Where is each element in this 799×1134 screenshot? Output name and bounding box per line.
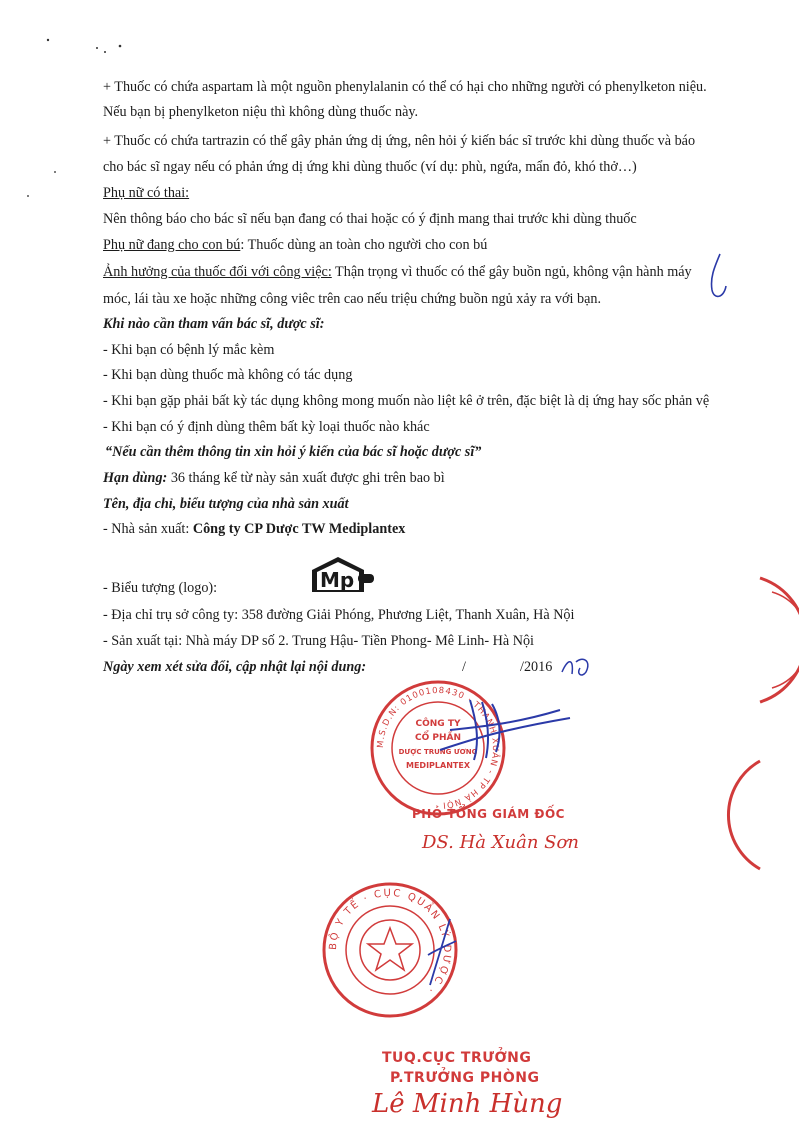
machinery-text-2: móc, lái tàu xe hoặc những công viêc trên cao nếu triệu chứng buồn ngủ xảy ra với bạn. [103,291,602,307]
address-text: - Địa chỉ trụ sở công ty: 358 đường Giải Phóng, Phương Liệt, Thanh Xuân, Hà Nội [103,607,575,623]
partial-stamp-top [730,570,799,710]
handwritten-date [558,652,598,682]
manufacturer-heading: Tên, địa chỉ, biểu tượng của nhà sản xuất [103,496,349,512]
ministry-signer-name: Lê Minh Hùng [372,1089,563,1119]
machinery-line [103,263,692,281]
expiry-line [103,469,445,487]
company-signer-title: PHÓ TỔNG GIÁM ĐỐC [412,807,565,821]
machinery-heading: Ảnh hưởng của thuốc đối với công việc: [103,264,332,280]
company-signer-name: DS. Hà Xuân Sơn [422,832,579,853]
review-slash: / [462,659,466,675]
handwritten-mark [700,250,740,310]
partial-stamp-bottom [720,755,799,875]
consult-item: - Khi bạn có bệnh lý mắc kèm [103,342,275,358]
breastfeeding-text: : Thuốc dùng an toàn cho người cho con bú [240,237,488,253]
aspartam-line-2: Nếu bạn bị phenylketon niệu thì không dùng thuốc này. [103,104,419,120]
advice-quote: “Nếu cần thêm thông tin xin hỏi ý kiến của bác sĩ hoặc dược sĩ” [105,444,482,460]
manufacturer-line [103,520,405,538]
ministry-title-1: TUQ.CỤC TRƯỞNG [382,1050,532,1066]
expiry-text: 36 tháng kể từ này sản xuất được ghi trên bao bì [167,470,445,486]
svg-text:M.S.D.N: 0100108430 · THANH XU: M.S.D.N: 0100108430 · THANH XUÂN - TP HÀ NỘI · [375,685,501,811]
manufacturer-name: Công ty CP Dược TW Mediplantex [192,521,406,537]
consult-item: - Khi bạn dùng thuốc mà không có tác dụng [103,367,353,383]
consult-heading: Khi nào cần tham vấn bác sĩ, dược sĩ: [103,316,325,332]
tartrazin-line-1: + Thuốc có chứa tartrazin có thể gây phản ứng dị ứng, nên hỏi ý kiến bác sĩ trước khi dùng thuốc và báo [103,133,696,149]
consult-item: - Khi bạn gặp phải bất kỳ tác dụng không mong muốn nào liệt kê ở trên, đặc biệt là dị ứng hay sốc phản vệ [103,393,710,409]
pregnant-text: Nên thông báo cho bác sĩ nếu bạn đang có thai hoặc có ý định mang thai trước khi dùng thuốc [103,211,637,227]
svg-text:Mp: Mp [320,568,355,592]
breastfeeding-line [103,236,487,254]
svg-text:MEDIPLANTEX: MEDIPLANTEX [406,761,470,770]
company-signature [430,690,580,770]
logo-label: - Biểu tượng (logo): [103,580,218,596]
tartrazin-line-2: cho bác sĩ ngay nếu có phản ứng dị ứng khi dùng thuốc (ví dụ: phù, ngứa, mẩn đỏ, khó thở…) [103,159,637,175]
machinery-text-1: Thận trọng vì thuốc có thể gây buồn ngủ, không vận hành máy [331,264,692,280]
aspartam-line-1: + Thuốc có chứa aspartam là một nguồn phenylalanin có thể có hại cho những người có phenylketon niệu. [103,79,707,95]
review-year: /2016 [520,659,553,675]
manufacturer-label: - Nhà sản xuất: [103,521,193,537]
consult-item: - Khi bạn có ý định dùng thêm bất kỳ loại thuốc nào khác [103,419,430,435]
svg-text:CỔ PHẦN: CỔ PHẦN [414,733,462,743]
mediplantex-logo [308,554,376,594]
factory-text: - Sản xuất tại: Nhà máy DP số 2. Trung Hậu- Tiền Phong- Mê Linh- Hà Nội [103,633,534,649]
svg-text:CÔNG TY: CÔNG TY [415,719,461,729]
svg-text:DƯỢC TRUNG ƯƠNG: DƯỢC TRUNG ƯƠNG [398,748,478,756]
ministry-title-2: P.TRƯỞNG PHÒNG [390,1070,540,1086]
ministry-signature [420,915,460,995]
svg-text:BỘ Y TẾ · CỤC QUẢN LÝ DƯỢC ·: BỘ Y TẾ · CỤC QUẢN LÝ DƯỢC · [327,887,453,997]
breastfeeding-heading: Phụ nữ đang cho con bú [103,237,241,253]
review-label: Ngày xem xét sửa đổi, cập nhật lại nội dung: [103,659,367,675]
expiry-label: Hạn dùng: [103,470,168,486]
pregnant-heading: Phụ nữ có thai: [103,185,190,201]
